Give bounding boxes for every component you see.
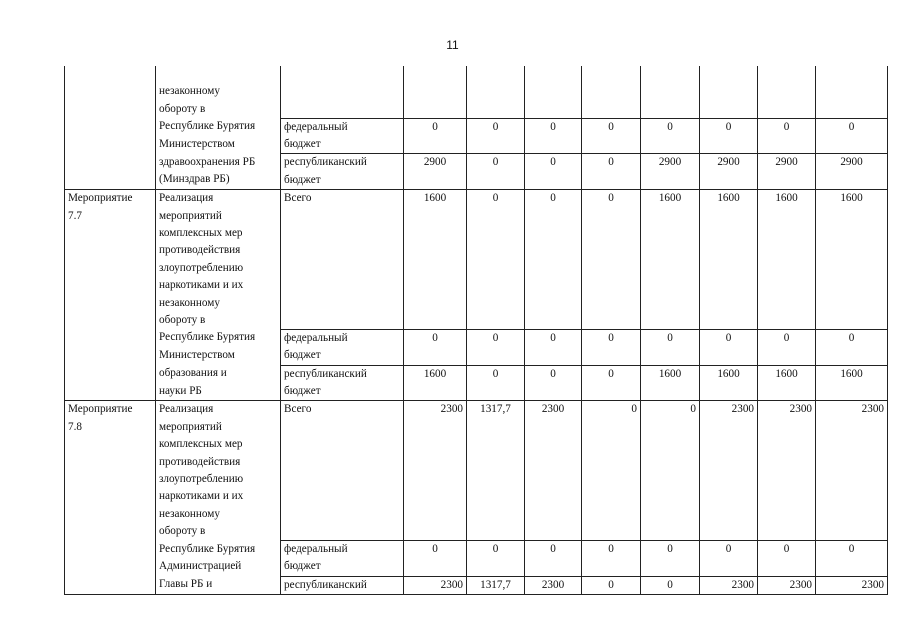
executor-cell: Реализация мероприятий комплексных мер противодействия злоупотреблению наркотиками и их незаконному обороту в	[156, 401, 281, 541]
value-cell: 2300	[404, 401, 467, 541]
value-cell: 0	[758, 329, 816, 365]
value-cell: 0	[467, 154, 525, 190]
executor-cell: здравоохранения РБ (Минздрав РБ)	[156, 154, 281, 190]
table-row	[65, 365, 888, 401]
value-cell: 0	[816, 541, 888, 577]
table-row	[65, 541, 888, 577]
value-cell: 0	[404, 118, 467, 154]
value-cell: 1600	[404, 190, 467, 330]
value-cell: 1600	[700, 365, 758, 401]
budget-source-cell: Всего	[281, 401, 404, 541]
value-cell	[404, 66, 467, 118]
value-cell: 2900	[700, 154, 758, 190]
value-cell: 0	[467, 329, 525, 365]
value-cell: 2300	[700, 576, 758, 594]
value-cell: 0	[467, 365, 525, 401]
value-cell	[700, 66, 758, 118]
value-cell: 0	[758, 118, 816, 154]
value-cell: 0	[525, 154, 582, 190]
value-cell: 2300	[758, 576, 816, 594]
value-cell: 2300	[525, 576, 582, 594]
value-cell: 0	[641, 329, 700, 365]
measure-cell	[65, 66, 156, 190]
table-row	[65, 118, 888, 154]
value-cell: 2300	[700, 401, 758, 541]
value-cell: 2300	[816, 401, 888, 541]
budget-source-cell: республиканский бюджет	[281, 365, 404, 401]
table-row	[65, 154, 888, 190]
budget-source-cell: Всего	[281, 190, 404, 330]
value-cell: 0	[582, 365, 641, 401]
executor-cell: Республике Бурятия Министерством	[156, 329, 281, 365]
value-cell: 0	[404, 329, 467, 365]
value-cell	[525, 66, 582, 118]
budget-source-cell: республиканский бюджет	[281, 154, 404, 190]
value-cell: 0	[700, 329, 758, 365]
table-row	[65, 190, 888, 330]
value-cell: 2300	[404, 576, 467, 594]
value-cell: 1600	[641, 365, 700, 401]
value-cell: 0	[525, 118, 582, 154]
value-cell: 0	[641, 541, 700, 577]
value-cell: 1600	[816, 190, 888, 330]
budget-source-cell: федеральный бюджет	[281, 118, 404, 154]
value-cell: 0	[525, 190, 582, 330]
value-cell: 0	[525, 541, 582, 577]
value-cell: 0	[641, 401, 700, 541]
value-cell: 0	[816, 329, 888, 365]
value-cell: 0	[467, 118, 525, 154]
value-cell	[816, 66, 888, 118]
value-cell: 1317,7	[467, 401, 525, 541]
value-cell: 2900	[816, 154, 888, 190]
executor-cell: Республике Бурятия Министерством	[156, 118, 281, 154]
budget-source-cell: федеральный бюджет	[281, 329, 404, 365]
measure-cell: Мероприятие 7.7	[65, 190, 156, 401]
value-cell: 0	[582, 190, 641, 330]
executor-cell: Республике Бурятия Администрацией	[156, 541, 281, 577]
table-row	[65, 329, 888, 365]
value-cell	[582, 66, 641, 118]
value-cell: 2300	[525, 401, 582, 541]
budget-source-cell: федеральный бюджет	[281, 541, 404, 577]
value-cell: 0	[404, 541, 467, 577]
value-cell: 1600	[758, 190, 816, 330]
value-cell: 0	[525, 365, 582, 401]
value-cell: 2900	[404, 154, 467, 190]
measure-cell: Мероприятие 7.8	[65, 401, 156, 595]
value-cell: 0	[700, 118, 758, 154]
value-cell: 2900	[641, 154, 700, 190]
value-cell: 0	[582, 541, 641, 577]
budget-table	[64, 66, 888, 595]
value-cell: 0	[582, 401, 641, 541]
value-cell: 0	[582, 118, 641, 154]
value-cell: 0	[641, 118, 700, 154]
value-cell: 1600	[758, 365, 816, 401]
value-cell	[641, 66, 700, 118]
value-cell: 0	[467, 541, 525, 577]
value-cell: 1600	[404, 365, 467, 401]
budget-source-cell	[281, 66, 404, 118]
table-row	[65, 576, 888, 594]
executor-cell: Главы РБ и	[156, 576, 281, 594]
value-cell: 0	[758, 541, 816, 577]
page-number: 11	[446, 38, 459, 52]
executor-cell: Реализация мероприятий комплексных мер противодействия злоупотреблению наркотиками и их незаконному обороту в	[156, 190, 281, 330]
executor-cell: незаконному обороту в	[156, 66, 281, 118]
value-cell: 0	[582, 576, 641, 594]
executor-cell: образования и науки РБ	[156, 365, 281, 401]
value-cell	[467, 66, 525, 118]
table-row	[65, 66, 888, 118]
value-cell: 1600	[816, 365, 888, 401]
value-cell: 2300	[816, 576, 888, 594]
value-cell: 2300	[758, 401, 816, 541]
value-cell: 0	[700, 541, 758, 577]
value-cell: 0	[582, 329, 641, 365]
value-cell	[758, 66, 816, 118]
value-cell: 0	[816, 118, 888, 154]
value-cell: 2900	[758, 154, 816, 190]
value-cell: 0	[467, 190, 525, 330]
budget-source-cell: республиканский	[281, 576, 404, 594]
value-cell: 0	[582, 154, 641, 190]
value-cell: 0	[641, 576, 700, 594]
table-row	[65, 401, 888, 541]
value-cell: 1317,7	[467, 576, 525, 594]
value-cell: 0	[525, 329, 582, 365]
value-cell: 1600	[700, 190, 758, 330]
value-cell: 1600	[641, 190, 700, 330]
